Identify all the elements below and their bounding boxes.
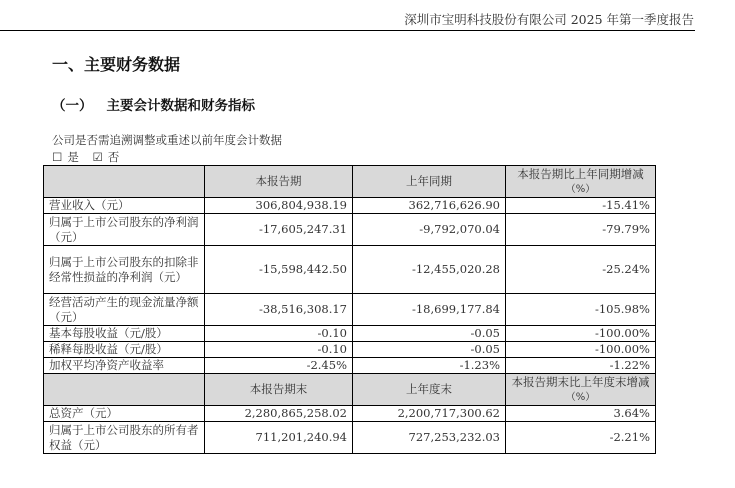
row-label: 基本每股收益（元/股） — [44, 326, 205, 342]
change-value: -105.98% — [506, 294, 656, 326]
change-value: -25.24% — [506, 246, 656, 294]
current-value: -38,516,308.17 — [205, 294, 353, 326]
table-row — [44, 198, 656, 214]
table-header-row — [44, 166, 656, 198]
row-label: 营业收入（元） — [44, 198, 205, 214]
table-row — [44, 294, 656, 326]
header-balance-change-label: 本报告期末比上年度末增减 — [511, 374, 650, 389]
header-divider — [0, 30, 695, 31]
prior-value: -0.05 — [353, 326, 506, 342]
prior-value: -0.05 — [353, 342, 506, 358]
section-title: 一、主要财务数据 — [52, 55, 181, 74]
row-label: 稀释每股收益（元/股） — [44, 342, 205, 358]
header-period-end: 本报告期末 — [205, 374, 353, 406]
header-cell-empty — [44, 166, 205, 198]
prior-value: 362,716,626.90 — [353, 198, 506, 214]
header-balance-change-unit: （%） — [565, 391, 596, 403]
change-value: 3.64% — [506, 406, 656, 422]
change-value: -2.21% — [506, 422, 656, 454]
option-yes[interactable] — [52, 150, 84, 164]
change-value: -100.00% — [506, 342, 656, 358]
prior-value: 2,200,717,300.62 — [353, 406, 506, 422]
checked-box-icon: ☑ — [92, 150, 103, 164]
header-change — [506, 166, 656, 198]
balance-header-row — [44, 374, 656, 406]
row-label: 总资产（元） — [44, 406, 205, 422]
change-value: -15.41% — [506, 198, 656, 214]
change-value: -79.79% — [506, 214, 656, 246]
subsection-title — [52, 94, 255, 114]
current-value: -0.10 — [205, 342, 353, 358]
current-value: -0.10 — [205, 326, 353, 342]
prior-value: -18,699,177.84 — [353, 294, 506, 326]
prior-value: -9,792,070.04 — [353, 214, 506, 246]
restatement-question: 公司是否需追溯调整或重述以前年度会计数据 — [52, 133, 282, 147]
prior-value: 727,253,232.03 — [353, 422, 506, 454]
prior-value: -1.23% — [353, 358, 506, 374]
header-cell-empty — [44, 374, 205, 406]
header-prior-year-end: 上年度末 — [353, 374, 506, 406]
header-current-period: 本报告期 — [205, 166, 353, 198]
header-prior-period: 上年同期 — [353, 166, 506, 198]
current-value: 306,804,938.19 — [205, 198, 353, 214]
current-value: 2,280,865,258.02 — [205, 406, 353, 422]
table-row — [44, 326, 656, 342]
row-label: 加权平均净资产收益率 — [44, 358, 205, 374]
current-value: -17,605,247.31 — [205, 214, 353, 246]
row-label: 归属于上市公司股东的净利润（元） — [44, 214, 205, 246]
option-yes-label: 是 — [67, 150, 79, 164]
row-label: 经营活动产生的现金流量净额（元） — [44, 294, 205, 326]
header-balance-change — [506, 374, 656, 406]
table-row — [44, 422, 656, 454]
table-row — [44, 406, 656, 422]
row-label: 归属于上市公司股东的扣除非经常性损益的净利润（元） — [44, 246, 205, 294]
header-change-label: 本报告期比上年同期增减 — [517, 166, 644, 181]
change-value: -100.00% — [506, 326, 656, 342]
table-row — [44, 246, 656, 294]
option-no[interactable] — [92, 150, 124, 164]
header-change-unit: （%） — [565, 183, 596, 195]
change-value: -1.22% — [506, 358, 656, 374]
restatement-options — [52, 149, 129, 165]
financial-data-table — [43, 165, 656, 454]
row-label: 归属于上市公司股东的所有者权益（元） — [44, 422, 205, 454]
current-value: -2.45% — [205, 358, 353, 374]
table-row — [44, 358, 656, 374]
subsection-number: （一） — [52, 98, 93, 114]
table-row — [44, 342, 656, 358]
current-value: -15,598,442.50 — [205, 246, 353, 294]
subsection-label: 主要会计数据和财务指标 — [106, 98, 255, 114]
report-header-title: 深圳市宝明科技股份有限公司 2025 年第一季度报告 — [404, 12, 694, 27]
table-row — [44, 214, 656, 246]
unchecked-box-icon: ☐ — [52, 150, 63, 164]
prior-value: -12,455,020.28 — [353, 246, 506, 294]
current-value: 711,201,240.94 — [205, 422, 353, 454]
option-no-label: 否 — [107, 150, 120, 164]
